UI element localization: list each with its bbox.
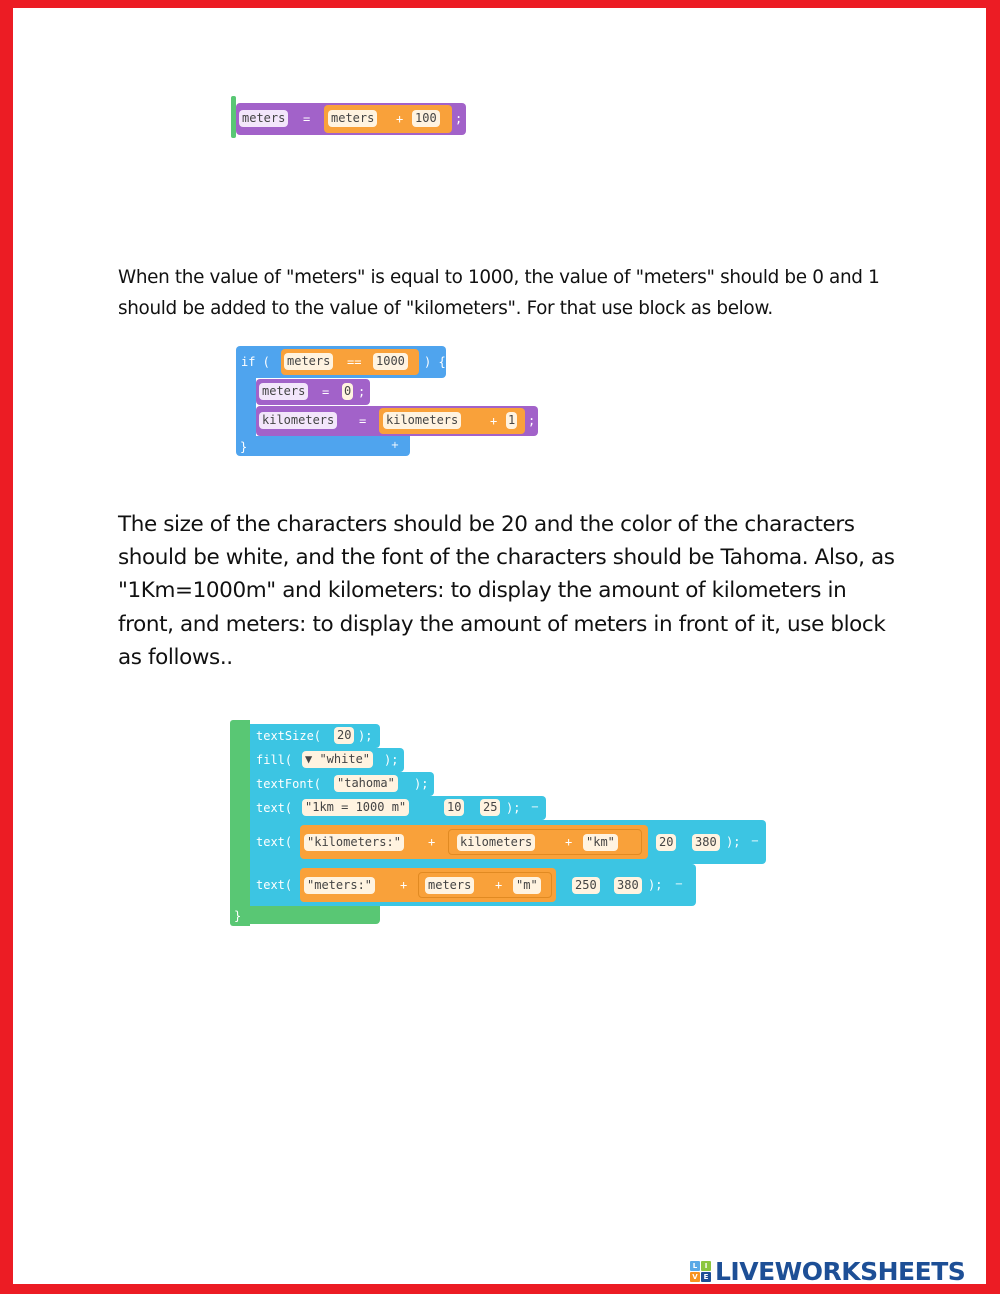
x-value: 20 (656, 834, 676, 851)
plus-operator: + (495, 878, 503, 892)
textfont-command (250, 772, 434, 796)
semicolon: ; (528, 414, 536, 428)
assignment-block (236, 103, 466, 135)
if-keyword: if ( (241, 355, 270, 369)
plus-operator: + (396, 112, 404, 126)
variable-meters: meters (239, 110, 288, 127)
string-value: "1km = 1000 m" (302, 799, 409, 816)
function-name: text( (256, 878, 293, 892)
y-value: 380 (614, 877, 642, 894)
assignment-block (256, 379, 370, 405)
logo-cell: E (701, 1272, 711, 1282)
addition-expression (379, 408, 525, 434)
number-value: 20 (334, 727, 354, 744)
closing-brace: } (240, 440, 248, 454)
collapse-icon[interactable]: − (530, 802, 540, 813)
statement-end: ); (358, 729, 373, 743)
condition-expression (281, 349, 419, 375)
variable-meters: meters (284, 353, 333, 370)
string-value: "m" (513, 877, 541, 894)
number-value: 1000 (373, 353, 408, 370)
statement-end: ); (648, 878, 663, 892)
nested-expression (448, 829, 642, 855)
variable-kilometers: kilometers (259, 412, 337, 429)
plus-operator: + (400, 878, 408, 892)
fill-command (250, 748, 404, 772)
equals-sign: = (303, 112, 311, 126)
instruction-paragraph-1: When the value of "meters" is equal to 1000, the value of "meters" should be 0 and 1 should be added to the value of "kilometers". For that use block as below. (118, 267, 880, 319)
string-value: "meters:" (304, 877, 375, 894)
closing-brace: } (234, 909, 242, 923)
addition-expression (324, 105, 452, 133)
if-header (236, 346, 446, 378)
function-name: text( (256, 801, 293, 815)
assignment-block (256, 406, 538, 436)
instruction-paragraph-2: The size of the characters should be 20 and the color of the characters should be white, and the font of the characters should be Tahoma. Also, as "1Km=1000m" and kilometers: to display the amount of kilometers in front, and meters: to display the amount of meters in front of it, use block as follows.. (118, 512, 895, 670)
textsize-command (250, 724, 380, 748)
logo-cell: L (690, 1261, 700, 1271)
y-value: 25 (480, 799, 500, 816)
logo-cell: I (701, 1261, 711, 1271)
function-name: fill( (256, 753, 293, 767)
block-stack-spine (230, 720, 250, 926)
variable-meters: meters (425, 877, 474, 894)
plus-operator: + (565, 835, 573, 849)
semicolon: ; (455, 112, 463, 126)
variable-meters: meters (259, 383, 308, 400)
statement-end: ); (726, 835, 741, 849)
plus-operator: + (490, 414, 498, 428)
x-value: 250 (572, 877, 600, 894)
liveworksheets-logo (690, 1256, 965, 1286)
function-name: textFont( (256, 777, 322, 791)
concat-expression (300, 868, 556, 902)
text-command (250, 796, 546, 820)
collapse-icon[interactable]: − (674, 879, 684, 890)
string-value: "tahoma" (334, 775, 398, 792)
statement-end: ); (384, 753, 399, 767)
text-command (250, 864, 696, 906)
equals-sign: = (322, 385, 330, 399)
number-value: 0 (344, 384, 352, 398)
equals-sign: = (359, 414, 367, 428)
variable-meters: meters (328, 110, 377, 127)
semicolon: ; (358, 385, 366, 399)
string-value: "kilometers:" (304, 834, 404, 851)
number-value: 1 (508, 413, 516, 427)
y-value: 380 (692, 834, 720, 851)
color-dropdown[interactable]: ▼ "white" (302, 751, 373, 768)
x-value: 10 (444, 799, 464, 816)
number-value: 100 (412, 110, 440, 127)
equality-operator: == (347, 355, 362, 369)
function-name: textSize( (256, 729, 322, 743)
variable-kilometers: kilometers (383, 412, 461, 429)
logo-text: LIVEWORKSHEETS (715, 1256, 966, 1286)
if-close-paren: ) { (424, 355, 446, 369)
function-name: text( (256, 835, 293, 849)
string-value: "km" (583, 834, 618, 851)
statement-end: ); (414, 777, 429, 791)
collapse-icon[interactable]: − (750, 836, 760, 847)
text-command (250, 820, 766, 864)
statement-end: ); (506, 801, 521, 815)
variable-kilometers: kilometers (457, 834, 535, 851)
plus-operator: + (428, 835, 436, 849)
logo-cell: V (690, 1272, 700, 1282)
logo-icon (690, 1261, 711, 1282)
concat-expression (300, 825, 648, 859)
if-body-spine (236, 378, 256, 436)
nested-expression (418, 872, 552, 898)
